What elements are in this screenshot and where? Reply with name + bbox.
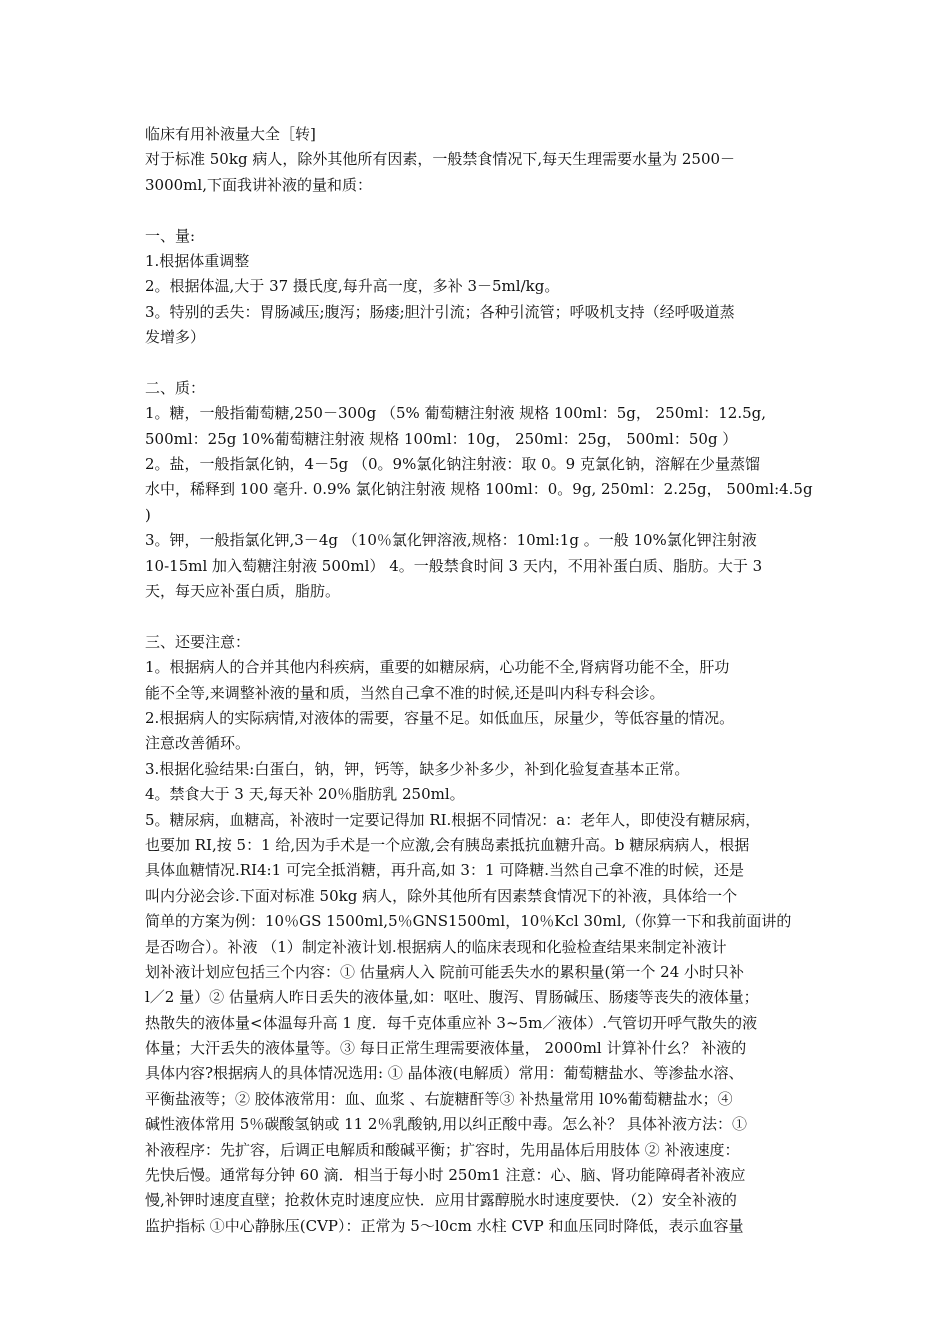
text-line: 叫内分泌会诊.下面对标准 50kg 病人，除外其他所有因素禁食情况下的补液，具体给一个 xyxy=(145,886,738,905)
section-heading: 二、质： xyxy=(145,378,206,397)
text-line: ) xyxy=(145,505,151,524)
text-line: 4。禁食大于 3 天,每天补 20％脂肪乳 250ml。 xyxy=(145,785,465,804)
text-line: 2.根据病人的实际病情,对液体的需要，容量不足。如低血压，尿量少，等低容量的情况。 xyxy=(145,708,735,727)
document-body xyxy=(145,122,813,1239)
text-line: 补液程序：先扩容，后调正电解质和酸碱平衡；扩容时，先用晶体后用肢体 ② 补液速度： xyxy=(145,1140,740,1159)
text-line: 体量；大汗丢失的液体量等。③ 每日正常生理需要液体量， 2000ml 计算补什幺？ 补液的 xyxy=(145,1039,747,1058)
section-quality xyxy=(145,376,813,605)
text-line: 具体内容?根据病人的具体情况选用: ① 晶体液(电解质）常用：葡萄糖盐水、等渗盐水溶、 xyxy=(145,1064,744,1083)
text-line: 1。根据病人的合并其他内科疾病，重要的如糖尿病，心功能不全,肾病肾功能不全，肝功 xyxy=(145,658,730,677)
text-line: 是否吻合）。补液 （1）制定补液计划.根据病人的临床表现和化验检查结果来制定补液计 xyxy=(145,937,727,956)
text-line: l／2 量）② 估量病人昨日丢失的液体量,如：呕吐、腹泻、胃肠碱压、肠瘘等丧失的液体量； xyxy=(145,988,759,1007)
text-line: 天，每天应补蛋白质，脂肪。 xyxy=(145,582,341,601)
section-quantity xyxy=(145,224,813,351)
text-line: 3。钾，一般指氯化钾,3－4g （10％氯化钾溶液,规格：10ml:1g 。一般 10%氯化钾注射液 xyxy=(145,531,757,550)
text-line: 1.根据体重调整 xyxy=(145,251,250,270)
text-line: 监护指标 ①中心静脉压(CVP）：正常为 5～l0cm 水柱 CVP 和血压同时降低，表示血容量 xyxy=(145,1216,744,1235)
text-line: 慢,补钾时速度直壁；抢救休克时速度应快．应用甘露醇脱水时速度要快．（2）安全补液的 xyxy=(145,1191,737,1210)
text-line: 500ml：25g 10%葡萄糖注射液 规格 100ml：10g， 250ml：25g， 500ml：50g ） xyxy=(145,429,738,448)
section-heading: 一、量: xyxy=(145,226,196,245)
text-line: 3.根据化验结果:白蛋白，钠，钾，钙等，缺多少补多少，补到化验复查基本正常。 xyxy=(145,759,690,778)
text-line: 平衡盐液等；② 胶体液常用：血、血浆 、右旋糖酐等③ 补热量常用 l0%葡萄糖盐水；④ xyxy=(145,1089,733,1108)
text-line: 5。糖尿病，血糖高，补液时一定要记得加 RI.根据不同情况：a：老年人，即使没有糖尿病， xyxy=(145,810,761,829)
text-line: 碱性液体常用 5％碳酸氢钠或 11 2％乳酸钠,用以纠正酸中毒。怎么补？ 具体补液方法：① xyxy=(145,1115,748,1134)
document-title: 临床有用补液量大全［转] xyxy=(145,125,316,143)
text-line: 3。特别的丢失：胃肠减压;腹泻；肠瘘;胆汁引流；各种引流管；呼吸机支持（经呼吸道蒸 xyxy=(145,302,735,321)
blank-line xyxy=(145,351,813,376)
intro-paragraph xyxy=(145,147,813,198)
text-line: 水中，稀释到 100 毫升. 0.9% 氯化钠注射液 规格 100ml：0。9g, 250ml：2.25g， 500ml:4.5g xyxy=(145,480,813,499)
text-line: 也要加 RI,按 5：1 给,因为手术是一个应激,会有胰岛素抵抗血糖升高。b 糖尿病病人，根据 xyxy=(145,835,750,854)
section-heading: 三、还要注意： xyxy=(145,632,251,651)
text-line: 能不全等,来调整补液的量和质，当然自己拿不准的时候,还是叫内科专科会诊。 xyxy=(145,683,665,702)
blank-line xyxy=(145,604,813,629)
blank-line xyxy=(145,198,813,223)
text-line: 10-15ml 加入萄糖注射液 500ml） 4。一般禁食时间 3 天内，不用补蛋白质、脂肪。大于 3 xyxy=(145,556,763,575)
text-line: 1。糖，一般指葡萄糖,250－300g （5% 葡萄糖注射液 规格 100ml：5g， 250ml：12.5g, xyxy=(145,404,767,423)
text-line: 发增多） xyxy=(145,328,206,347)
text-line: 2。盐，一般指氯化钠，4－5g （0。9%氯化钠注射液：取 0。9 克氯化钠，溶解在少量蒸馏 xyxy=(145,455,760,474)
text-line: 先快后慢。通常每分钟 60 滴．相当于每小时 250m1 注意：心、脑、肾功能障碍者补液应 xyxy=(145,1166,746,1185)
text-line: 简单的方案为例：10％GS 1500ml,5％GNS1500ml，10％Kcl 30ml,（你算一下和我前面讲的 xyxy=(145,912,792,931)
text-line: 热散失的液体量<体温每升高 1 度．每千克体重应补 3~5m／液体）.气管切开呼气散失的液 xyxy=(145,1013,758,1032)
text-line: 注意改善循环。 xyxy=(145,734,251,753)
text-line: 具体血糖情况.RI4:1 可完全抵消糖，再升高,如 3：1 可降糖.当然自己拿不准的时候，还是 xyxy=(145,861,745,880)
section-notes xyxy=(145,630,813,1239)
text-line: 对于标准 50kg 病人，除外其他所有因素，一般禁食情况下,每天生理需要水量为 2500－ xyxy=(145,150,736,169)
text-line: 2。根据体温,大于 37 摄氏度,每升高一度，多补 3－5ml/kg。 xyxy=(145,277,560,296)
text-line: 划补液计划应包括三个内容：① 估量病人入 院前可能丢失水的累积量(第一个 24 小时只补 xyxy=(145,962,745,981)
text-line: 3000ml,下面我讲补液的量和质： xyxy=(145,175,372,194)
